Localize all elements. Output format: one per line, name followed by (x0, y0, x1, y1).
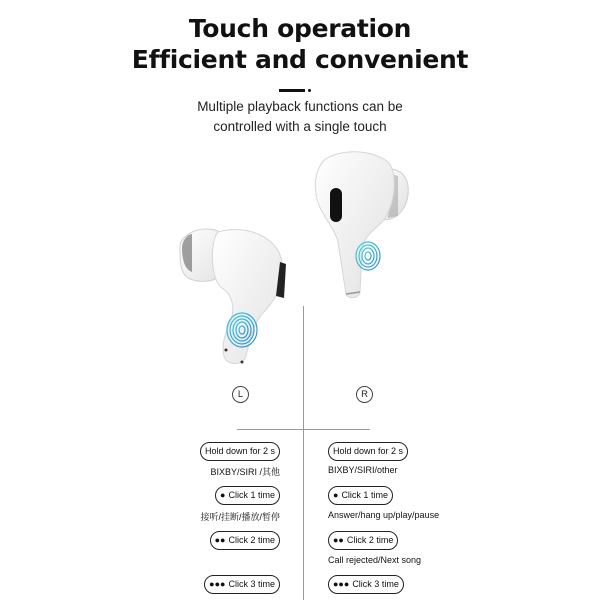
title-underline (279, 89, 305, 92)
left-click3-pill (204, 575, 280, 594)
title-underline-dot (308, 89, 311, 92)
center-divider-bottom (303, 430, 304, 600)
right-click3-pill (328, 575, 404, 594)
pill-label: Click 1 time (228, 490, 275, 500)
triple-dot-icon: ●●● (333, 579, 350, 589)
pill-label: Hold down for 2 s (333, 446, 404, 456)
right-click2-desc: Call rejected/Next song (328, 555, 422, 565)
right-click2-pill (328, 531, 398, 550)
single-dot-icon: ● (333, 490, 339, 500)
left-hold-pill (200, 442, 280, 461)
center-divider-top (303, 306, 304, 430)
pill-label: Hold down for 2 s (204, 446, 275, 456)
pill-label: Click 1 time (341, 490, 388, 500)
right-click1-pill (328, 486, 393, 505)
right-earbud-image (306, 146, 416, 306)
pill-label: Click 2 time (228, 535, 275, 545)
pill-label: Click 3 time (228, 579, 275, 589)
right-hold-pill (328, 442, 408, 461)
left-side-badge: L (232, 386, 249, 403)
left-click2-pill (210, 531, 280, 550)
left-hold-desc: BIXBY/SIRI /其他 (210, 467, 280, 477)
title-line-1: Touch operation (188, 14, 412, 43)
right-side-badge: R (356, 386, 373, 403)
double-dot-icon: ●● (333, 535, 344, 545)
subtitle-line-1: Multiple playback functions can be (197, 99, 403, 114)
fingerprint-icon-right (356, 242, 380, 270)
triple-dot-icon: ●●● (209, 579, 226, 589)
right-hold-desc: BIXBY/SIRI/other (328, 465, 398, 475)
single-dot-icon: ● (220, 490, 226, 500)
pill-label: Click 3 time (352, 579, 399, 589)
pill-label: Click 2 time (346, 535, 394, 545)
title-line-2: Efficient and convenient (131, 45, 469, 74)
right-click1-desc: Answer/hang up/play/pause (328, 510, 440, 520)
left-click1-desc: 接听/挂断/播放/暂停 (200, 512, 280, 522)
left-click1-pill (215, 486, 280, 505)
subtitle-line-2: controlled with a single touch (213, 119, 387, 134)
double-dot-icon: ●● (214, 535, 226, 545)
left-earbud-image (170, 222, 300, 372)
